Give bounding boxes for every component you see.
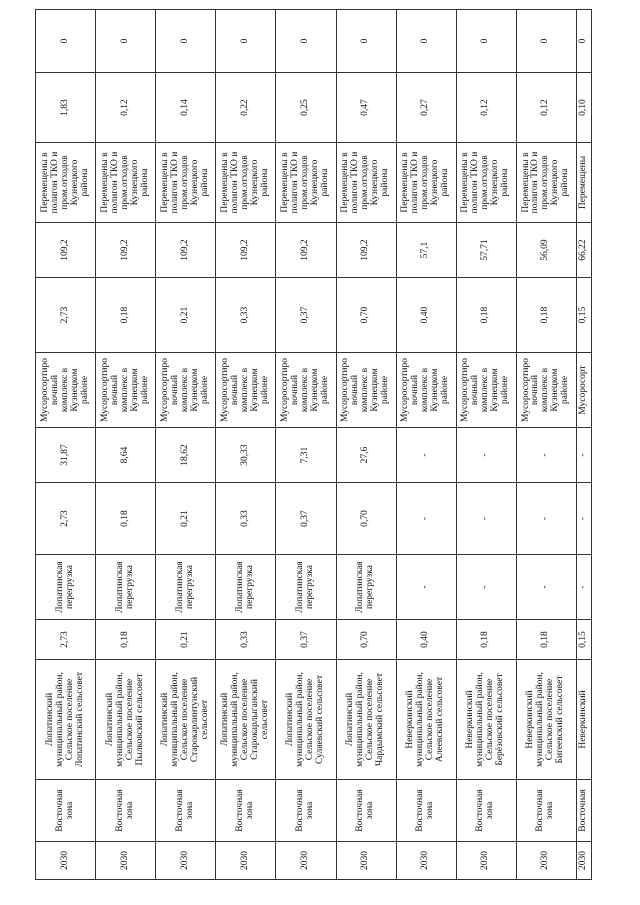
reload-station-cell: - [456, 555, 516, 620]
mass-cell: 0,18 [96, 620, 156, 660]
municipality-cell: Лопатинский муниципальный район, Сельское поселение Пылковский сельсовет [96, 660, 156, 780]
sort-distance-cell: 109,2 [96, 223, 156, 278]
landfill-mass-cell: 0,10 [576, 73, 591, 143]
zone-cell: Восточная зона [36, 780, 96, 842]
sorted-mass-cell: 0,18 [456, 278, 516, 353]
sorting-complex-cell: Мусоросортировочный комплекс в Кузнецком районе [216, 353, 276, 428]
sorted-mass-cell: 0,33 [216, 278, 276, 353]
remainder-cell: 0 [576, 10, 591, 73]
distance-cell: 7,31 [276, 428, 336, 483]
sort-distance-cell: 66,22 [576, 223, 591, 278]
mass-cell: 0,70 [336, 620, 396, 660]
distance-cell: 31,87 [36, 428, 96, 483]
sorting-complex-cell: Мусоросортировочный комплекс в Кузнецком районе [516, 353, 576, 428]
year-cell: 2030 [456, 842, 516, 880]
reload-station-cell: Лопатинская перегрузка [96, 555, 156, 620]
zone-cell: Восточная зона [396, 780, 456, 842]
municipality-cell: Неверкинский муниципальный район, Сельское поселение Берёзовский сельсовет [456, 660, 516, 780]
sorted-mass-cell: 0,37 [276, 278, 336, 353]
landfill-cell: Перемещены в полигон ТКО и пром.отходов Кузнецкого района [396, 143, 456, 223]
reload-station-cell: Лопатинская перегрузка [36, 555, 96, 620]
reload-mass-cell: 0,18 [96, 483, 156, 555]
landfill-mass-cell: 0,47 [336, 73, 396, 143]
table-row [216, 10, 276, 880]
reload-mass-cell: 0,70 [336, 483, 396, 555]
landfill-cell: Перемещены в полигон ТКО и пром.отходов Кузнецкого района [456, 143, 516, 223]
remainder-cell: 0 [36, 10, 96, 73]
landfill-mass-cell: 1,83 [36, 73, 96, 143]
reload-station-cell: Лопатинская перегрузка [336, 555, 396, 620]
sorted-mass-cell: 2,73 [36, 278, 96, 353]
year-cell: 2030 [216, 842, 276, 880]
sorted-mass-cell: 0,15 [576, 278, 591, 353]
year-cell: 2030 [396, 842, 456, 880]
year-cell: 2030 [336, 842, 396, 880]
reload-station-cell: Лопатинская перегрузка [216, 555, 276, 620]
zone-cell: Восточная [576, 780, 591, 842]
zone-cell: Восточная зона [516, 780, 576, 842]
table-row [276, 10, 336, 880]
sorted-mass-cell: 0,21 [156, 278, 216, 353]
mass-cell: 2,73 [36, 620, 96, 660]
landfill-cell: Перемещены в полигон ТКО и пром.отходов Кузнецкого района [96, 143, 156, 223]
mass-cell: 0,40 [396, 620, 456, 660]
sort-distance-cell: 109,2 [216, 223, 276, 278]
landfill-mass-cell: 0,14 [156, 73, 216, 143]
distance-cell: - [456, 428, 516, 483]
mass-cell: 0,15 [576, 620, 591, 660]
rotated-table-wrapper [35, 10, 592, 880]
landfill-cell: Перемещены в полигон ТКО и пром.отходов Кузнецкого района [216, 143, 276, 223]
reload-mass-cell: 0,37 [276, 483, 336, 555]
reload-station-cell: Лопатинская перегрузка [156, 555, 216, 620]
landfill-mass-cell: 0,25 [276, 73, 336, 143]
landfill-mass-cell: 0,27 [396, 73, 456, 143]
distance-cell: 27,6 [336, 428, 396, 483]
distance-cell: 18,62 [156, 428, 216, 483]
mass-cell: 0,33 [216, 620, 276, 660]
mass-cell: 0,21 [156, 620, 216, 660]
table-row [396, 10, 456, 880]
table-row [456, 10, 516, 880]
sorted-mass-cell: 0,18 [516, 278, 576, 353]
municipality-cell: Неверкинский муниципальный район, Сельское поселение Алеевский сельсовет [396, 660, 456, 780]
reload-mass-cell: 2,73 [36, 483, 96, 555]
sort-distance-cell: 56,09 [516, 223, 576, 278]
year-cell: 2030 [576, 842, 591, 880]
landfill-cell: Перемещены в полигон ТКО и пром.отходов Кузнецкого района [336, 143, 396, 223]
distance-cell: - [576, 428, 591, 483]
reload-mass-cell: 0,33 [216, 483, 276, 555]
distance-cell: 30,33 [216, 428, 276, 483]
reload-mass-cell: - [396, 483, 456, 555]
remainder-cell: 0 [276, 10, 336, 73]
zone-cell: Восточная зона [156, 780, 216, 842]
sorting-complex-cell: Мусоросортировочный комплекс в Кузнецком районе [36, 353, 96, 428]
landfill-mass-cell: 0,22 [216, 73, 276, 143]
sorting-complex-cell: Мусоросортировочный комплекс в Кузнецком районе [276, 353, 336, 428]
remainder-cell: 0 [336, 10, 396, 73]
sort-distance-cell: 57,1 [396, 223, 456, 278]
reload-station-cell: Лопатинская перегрузка [276, 555, 336, 620]
zone-cell: Восточная зона [336, 780, 396, 842]
sorting-complex-cell: Мусоросорт [576, 353, 591, 428]
year-cell: 2030 [276, 842, 336, 880]
remainder-cell: 0 [96, 10, 156, 73]
sort-distance-cell: 57,71 [456, 223, 516, 278]
sorted-mass-cell: 0,18 [96, 278, 156, 353]
reload-mass-cell: 0,21 [156, 483, 216, 555]
reload-station-cell: - [396, 555, 456, 620]
reload-mass-cell: - [516, 483, 576, 555]
reload-station-cell: - [516, 555, 576, 620]
year-cell: 2030 [156, 842, 216, 880]
reload-station-cell: - [576, 555, 591, 620]
sorting-complex-cell: Мусоросортировочный комплекс в Кузнецком районе [456, 353, 516, 428]
sorting-complex-cell: Мусоросортировочный комплекс в Кузнецком районе [336, 353, 396, 428]
sort-distance-cell: 109,2 [336, 223, 396, 278]
year-cell: 2030 [36, 842, 96, 880]
mass-cell: 0,18 [456, 620, 516, 660]
landfill-cell: Перемещены в полигон ТКО и пром.отходов Кузнецкого района [36, 143, 96, 223]
remainder-cell: 0 [516, 10, 576, 73]
remainder-cell: 0 [456, 10, 516, 73]
municipality-cell: Неверкинский [576, 660, 591, 780]
distance-cell: 8,64 [96, 428, 156, 483]
remainder-cell: 0 [216, 10, 276, 73]
sorting-complex-cell: Мусоросортировочный комплекс в Кузнецком районе [396, 353, 456, 428]
sort-distance-cell: 109,2 [156, 223, 216, 278]
reload-mass-cell: - [456, 483, 516, 555]
landfill-cell: Перемещены [576, 143, 591, 223]
table-row [96, 10, 156, 880]
zone-cell: Восточная зона [96, 780, 156, 842]
mass-cell: 0,37 [276, 620, 336, 660]
table-row [336, 10, 396, 880]
sorted-mass-cell: 0,70 [336, 278, 396, 353]
waste-flow-table [35, 9, 592, 880]
zone-cell: Восточная зона [276, 780, 336, 842]
municipality-cell: Лопатинский муниципальный район, Сельское поселение Суляевский сельсовет [276, 660, 336, 780]
municipality-cell: Неверкинский муниципальный район, Сельское поселение Бигеевский сельсовет [516, 660, 576, 780]
table-row [36, 10, 96, 880]
sort-distance-cell: 109,2 [36, 223, 96, 278]
landfill-cell: Перемещены в полигон ТКО и пром.отходов Кузнецкого района [156, 143, 216, 223]
sort-distance-cell: 109,2 [276, 223, 336, 278]
municipality-cell: Лопатинский муниципальный район, Сельское поселение Чардымский сельсовет [336, 660, 396, 780]
distance-cell: - [516, 428, 576, 483]
distance-cell: - [396, 428, 456, 483]
table-row [156, 10, 216, 880]
sorted-mass-cell: 0,40 [396, 278, 456, 353]
table-row [576, 10, 591, 880]
landfill-cell: Перемещены в полигон ТКО и пром.отходов Кузнецкого района [276, 143, 336, 223]
zone-cell: Восточная зона [456, 780, 516, 842]
municipality-cell: Лопатинский муниципальный район, Сельское поселение Лопатинский сельсовет [36, 660, 96, 780]
zone-cell: Восточная зона [216, 780, 276, 842]
table-row [516, 10, 576, 880]
landfill-mass-cell: 0,12 [516, 73, 576, 143]
remainder-cell: 0 [396, 10, 456, 73]
landfill-mass-cell: 0,12 [96, 73, 156, 143]
municipality-cell: Лопатинский муниципальный район, Сельское поселение Старокарлинтунский сельсовет [156, 660, 216, 780]
reload-mass-cell: - [576, 483, 591, 555]
landfill-mass-cell: 0,12 [456, 73, 516, 143]
year-cell: 2030 [96, 842, 156, 880]
sorting-complex-cell: Мусоросортировочный комплекс в Кузнецком районе [156, 353, 216, 428]
year-cell: 2030 [516, 842, 576, 880]
sorting-complex-cell: Мусоросортировочный комплекс в Кузнецком районе [96, 353, 156, 428]
landfill-cell: Перемещены в полигон ТКО и пром.отходов Кузнецкого района [516, 143, 576, 223]
mass-cell: 0,18 [516, 620, 576, 660]
municipality-cell: Лопатинский муниципальный район, Сельское поселение Старокарлыганский сельсовет [216, 660, 276, 780]
remainder-cell: 0 [156, 10, 216, 73]
